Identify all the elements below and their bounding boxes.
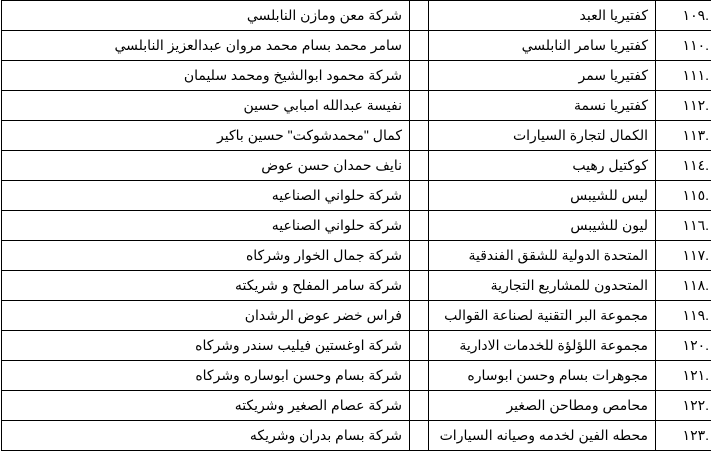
table-row: [2, 121, 711, 151]
trade-name-cell: كوكتيل رهيب: [429, 151, 656, 181]
table-row: [2, 241, 711, 271]
owner-name-cell: سامر محمد بسام محمد مروان عبدالعزيز النابلسي: [2, 31, 410, 61]
owner-name-cell: شركة محمود ابوالشيخ ومحمد سليمان: [2, 61, 410, 91]
owner-name-cell: كمال "محمدشوكت" حسين باكير: [2, 121, 410, 151]
row-number-cell: .١١٧: [656, 241, 711, 271]
row-number-cell: .١١١: [656, 61, 711, 91]
owner-name-cell: شركة سامر المفلح و شريكته: [2, 271, 410, 301]
owner-name-cell: شركة بسام بدران وشريكه: [2, 421, 410, 451]
column-gap: [410, 211, 429, 241]
column-gap: [410, 331, 429, 361]
trade-name-cell: الكمال لتجارة السيارات: [429, 121, 656, 151]
trade-name-cell: ليون للشيبس: [429, 211, 656, 241]
table-row: [2, 391, 711, 421]
table-row: [2, 271, 711, 301]
owner-name-cell: شركة حلواني الصناعيه: [2, 181, 410, 211]
trade-name-cell: محامص ومطاحن الصغير: [429, 391, 656, 421]
row-number-cell: .١١٥: [656, 181, 711, 211]
table-row: [2, 421, 711, 451]
owner-name-cell: شركة بسام وحسن ابوساره وشركاه: [2, 361, 410, 391]
column-gap: [410, 301, 429, 331]
row-number-cell: .١١٢: [656, 91, 711, 121]
trade-name-cell: كفتيريا العبد: [429, 1, 656, 31]
column-gap: [410, 1, 429, 31]
trade-name-cell: المتحدون للمشاريع التجارية: [429, 271, 656, 301]
column-gap: [410, 421, 429, 451]
table-row: [2, 91, 711, 121]
row-number-cell: .١١٠: [656, 31, 711, 61]
table-row: [2, 331, 711, 361]
owner-name-cell: نفيسة عبدالله امبابي حسين: [2, 91, 410, 121]
row-number-cell: .١٢٠: [656, 331, 711, 361]
table-row: [2, 301, 711, 331]
table-row: [2, 61, 711, 91]
table-row: [2, 211, 711, 241]
trade-name-cell: مجموعة البر التقنية لصناعة القوالب: [429, 301, 656, 331]
table-row: [2, 361, 711, 391]
row-number-cell: .١٢١: [656, 361, 711, 391]
column-gap: [410, 151, 429, 181]
trade-name-cell: المتحدة الدولية للشقق الفندقية: [429, 241, 656, 271]
column-gap: [410, 391, 429, 421]
row-number-cell: .١١٤: [656, 151, 711, 181]
trade-name-cell: كفتيريا سمر: [429, 61, 656, 91]
row-number-cell: .١٠٩: [656, 1, 711, 31]
trade-name-cell: كفتيريا سامر النابلسي: [429, 31, 656, 61]
row-number-cell: .١٢٢: [656, 391, 711, 421]
owner-name-cell: شركة عصام الصغير وشريكته: [2, 391, 410, 421]
trade-name-cell: محطه الفين لخدمه وصيانه السيارات: [429, 421, 656, 451]
column-gap: [410, 31, 429, 61]
row-number-cell: .١١٦: [656, 211, 711, 241]
trade-name-cell: مجوهرات بسام وحسن ابوساره: [429, 361, 656, 391]
owner-name-cell: شركة حلواني الصناعيه: [2, 211, 410, 241]
table-row: [2, 181, 711, 211]
column-gap: [410, 121, 429, 151]
owner-name-cell: نايف حمدان حسن عوض: [2, 151, 410, 181]
owner-name-cell: شركة اوغستين فيليب سندر وشركاه: [2, 331, 410, 361]
column-gap: [410, 91, 429, 121]
row-number-cell: .١٢٣: [656, 421, 711, 451]
table-row: [2, 151, 711, 181]
table-row: [2, 1, 711, 31]
row-number-cell: .١١٨: [656, 271, 711, 301]
table-row: [2, 31, 711, 61]
column-gap: [410, 361, 429, 391]
trade-name-cell: ليس للشيبس: [429, 181, 656, 211]
document-table: [1, 0, 711, 451]
owner-name-cell: فراس خضر عوض الرشدان: [2, 301, 410, 331]
table-body: [2, 1, 711, 451]
trade-name-cell: كفتيريا نسمة: [429, 91, 656, 121]
row-number-cell: .١١٣: [656, 121, 711, 151]
column-gap: [410, 241, 429, 271]
trade-name-cell: مجموعة اللؤلؤة للخدمات الادارية: [429, 331, 656, 361]
column-gap: [410, 271, 429, 301]
column-gap: [410, 61, 429, 91]
row-number-cell: .١١٩: [656, 301, 711, 331]
owner-name-cell: شركة معن ومازن النابلسي: [2, 1, 410, 31]
column-gap: [410, 181, 429, 211]
owner-name-cell: شركة جمال الخوار وشركاه: [2, 241, 410, 271]
